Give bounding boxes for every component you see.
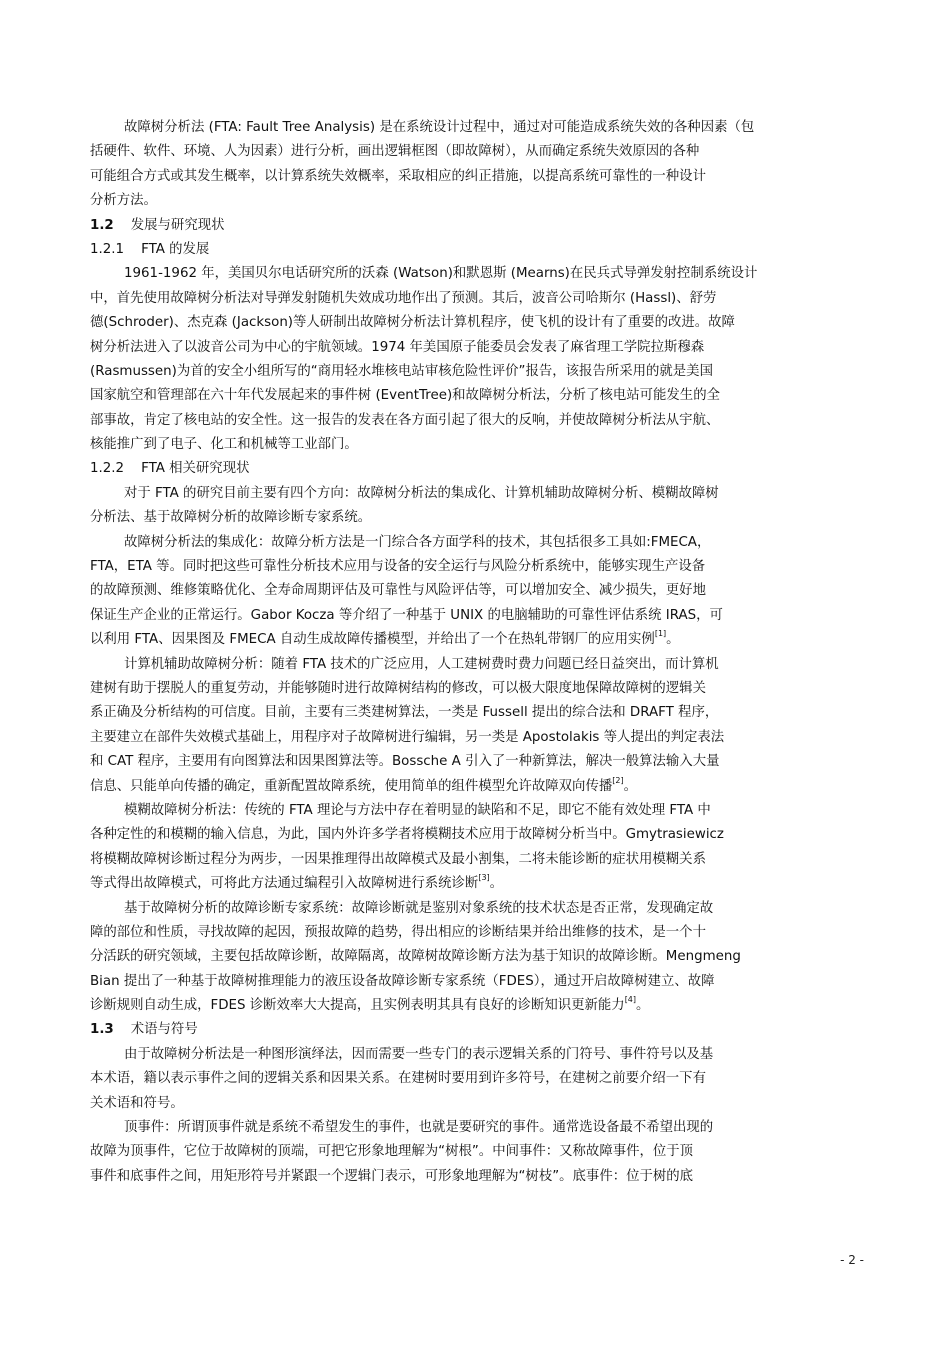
text-line: 保证生产企业的正常运行。Gabor Kocza 等介绍了一种基于 UNIX 的电脑辅助的可靠性评估系统 IRAS，可 [90, 607, 723, 623]
text-line: 可能组合方式或其发生概率，以计算系统失效概率，采取相应的纠正措施，以提高系统可靠性的一种设计 [90, 168, 706, 184]
paragraph-research-directions [90, 482, 860, 531]
section-heading-1-2-1 [90, 238, 860, 262]
text-line: 1961-1962 年，美国贝尔电话研究所的沃森 (Watson)和默恩斯 (Mearns)在民兵式导弹发射控制系统设计 [124, 266, 758, 282]
section-number: 1.3 [90, 1022, 114, 1038]
text-line: 将模糊故障树诊断过程分为两步，一因果推理得出故障模式及最小割集，二将未能诊断的症状用模糊关系 [90, 851, 706, 867]
text-line: (Rasmussen)为首的安全小组所写的“商用轻水堆核电站审核危险性评价”报告，该报告所采用的就是美国 [90, 363, 713, 379]
paragraph-expert-system [90, 897, 860, 1019]
text-line: 计算机辅助故障树分析：随着 FTA 技术的广泛应用，人工建树费时费力问题已经日益突出，而计算机 [124, 656, 719, 672]
section-title: FTA 相关研究现状 [141, 461, 250, 477]
page-content [90, 116, 860, 1189]
text-line: 由于故障树分析法是一种图形演绎法，因而需要一些专门的表示逻辑关系的门符号、事件符号以及基 [124, 1046, 714, 1062]
citation-ref: [2] [612, 775, 624, 785]
text-line: 各种定性的和模糊的输入信息，为此，国内外许多学者将模糊技术应用于故障树分析当中。Gmytrasiewicz [90, 827, 724, 843]
section-number: 1.2.1 [90, 241, 125, 257]
text-line: Bian 提出了一种基于故障树推理能力的液压设备故障诊断专家系统（FDES），通过开启故障树建立、故障 [90, 973, 715, 989]
section-title: FTA 的发展 [141, 241, 210, 257]
paragraph-computer-aided [90, 653, 860, 799]
text-span: 诊断规则自动生成，FDES 诊断效率大大提高，且实例表明其具有良好的诊断知识更新能力 [90, 998, 625, 1014]
text-line: 分析法、基于故障树分析的故障诊断专家系统。 [90, 510, 372, 526]
section-number: 1.2 [90, 217, 114, 233]
section-number: 1.2.2 [90, 461, 125, 477]
text-span: 以利用 FTA、因果图及 FMECA 自动生成故障传播模型，并给出了一个在热轧带钢厂的应用实例 [90, 632, 655, 648]
text-line: 关术语和符号。 [90, 1095, 184, 1111]
text-span: 。 [666, 632, 680, 648]
text-line: 的故障预测、维修策略优化、全寿命周期评估及可靠性与风险评估等，可以增加安全、减少损失，更好地 [90, 583, 706, 599]
text-line: 和 CAT 程序，主要用有向图算法和因果图算法等。Bossche A 引入了一种新算法，解决一般算法输入大量 [90, 754, 720, 770]
text-span: 。 [623, 778, 637, 794]
section-heading-1-2 [90, 214, 860, 238]
text-line: 中，首先使用故障树分析法对导弹发射随机失效成功地作出了预测。其后，波音公司哈斯尔 (Hassl)、舒劳 [90, 290, 717, 306]
text-line: 部事故，肯定了核电站的安全性。这一报告的发表在各方面引起了很大的反响，并使故障树分析法从宇航、 [90, 412, 720, 428]
text-line: 故障树分析法 (FTA: Fault Tree Analysis) 是在系统设计过程中，通过对可能造成系统失效的各种因素（包 [124, 120, 755, 135]
text-line: 故障为顶事件，它位于故障树的顶端，可把它形象地理解为“树根”。中间事件：又称故障事件，位于顶 [90, 1144, 694, 1160]
text-line: 树分析法进入了以波音公司为中心的宇航领域。1974 年美国原子能委员会发表了麻省理工学院拉斯穆森 [90, 339, 705, 355]
citation-ref: [4] [624, 995, 637, 1005]
section-title: 发展与研究现状 [130, 217, 225, 233]
text-line: 国家航空和管理部在六十年代发展起来的事件树 (EventTree)和故障树分析法，分析了核电站可能发生的全 [90, 388, 720, 404]
paragraph-integration [90, 531, 860, 653]
text-line: 本术语，籍以表示事件之间的逻辑关系和因果关系。在建树时要用到许多符号，在建树之前要介绍一下有 [90, 1071, 706, 1087]
text-line: 顶事件：所谓顶事件就是系统不希望发生的事件，也就是要研究的事件。通常选设备最不希望出现的 [124, 1120, 714, 1136]
text-line: 系正确及分析结构的可信度。目前，主要有三类建树算法，一类是 Fussell 提出的综合法和 DRAFT 程序， [90, 705, 719, 721]
citation-ref: [3] [478, 873, 490, 883]
section-heading-1-2-2 [90, 457, 860, 481]
text-line: 德(Schroder)、杰克森 (Jackson)等人研制出故障树分析法计算机程序，使飞机的设计有了重要的改进。故障 [90, 315, 735, 331]
paragraph-fta-history [90, 262, 860, 457]
page-number: - 2 - [840, 1253, 864, 1267]
text-span: 信息、只能单向传播的确定，重新配置故障系统，使用简单的组件模型允许故障双向传播 [90, 778, 613, 794]
text-line: 主要建立在部件失效模式基础上，用程序对子故障树进行编辑，另一类是 Apostolakis 等人提出的判定表法 [90, 729, 725, 745]
text-line: 对于 FTA 的研究目前主要有四个方向：故障树分析法的集成化、计算机辅助故障树分析、模糊故障树 [124, 485, 719, 501]
text-line: 障的部位和性质，寻找故障的起因，预报故障的趋势，得出相应的诊断结果并给出维修的技术，是一个十 [90, 924, 706, 940]
text-span: 。 [636, 998, 650, 1014]
text-line: 括硬件、软件、环境、人为因素）进行分析，画出逻辑框图（即故障树），从而确定系统失效原因的各种 [90, 144, 700, 160]
paragraph-top-event [90, 1116, 860, 1189]
citation-ref: [1] [654, 629, 667, 639]
paragraph-terms-intro [90, 1043, 860, 1116]
text-span: 。 [489, 876, 504, 892]
text-line [90, 872, 860, 896]
text-line: 核能推广到了电子、化工和机械等工业部门。 [90, 437, 358, 453]
paragraph-fta-definition [90, 116, 860, 214]
section-title: 术语与符号 [130, 1022, 198, 1038]
text-line: 故障树分析法的集成化：故障分析方法是一门综合各方面学科的技术，其包括很多工具如:FMECA， [124, 534, 711, 550]
text-line: 分析方法。 [90, 193, 157, 209]
text-line: 模糊故障树分析法：传统的 FTA 理论与方法中存在着明显的缺陷和不足，即它不能有效处理 FTA 中 [124, 802, 711, 818]
text-line [90, 628, 860, 652]
paragraph-fuzzy-fta [90, 799, 860, 897]
text-line: 基于故障树分析的故障诊断专家系统：故障诊断就是鉴别对象系统的技术状态是否正常，发现确定故 [124, 900, 714, 916]
text-span: 等式得出故障模式，可将此方法通过编程引入故障树进行系统诊断 [90, 876, 479, 892]
text-line [90, 775, 860, 799]
text-line: 事件和底事件之间，用矩形符号并紧跟一个逻辑门表示，可形象地理解为“树枝”。底事件：位于树的底 [90, 1168, 694, 1184]
text-line: 分活跃的研究领域，主要包括故障诊断，故障隔离，故障树故障诊断方法为基于知识的故障诊断。Mengmeng [90, 949, 741, 965]
section-heading-1-3 [90, 1018, 860, 1042]
text-line: FTA，ETA 等。同时把这些可靠性分析技术应用与设备的安全运行与风险分析系统中，能够实现生产设备 [90, 559, 706, 575]
text-line [90, 994, 860, 1018]
text-line: 建树有助于摆脱人的重复劳动，并能够随时进行故障树结构的修改，可以极大限度地保障故障树的逻辑关 [90, 680, 706, 696]
